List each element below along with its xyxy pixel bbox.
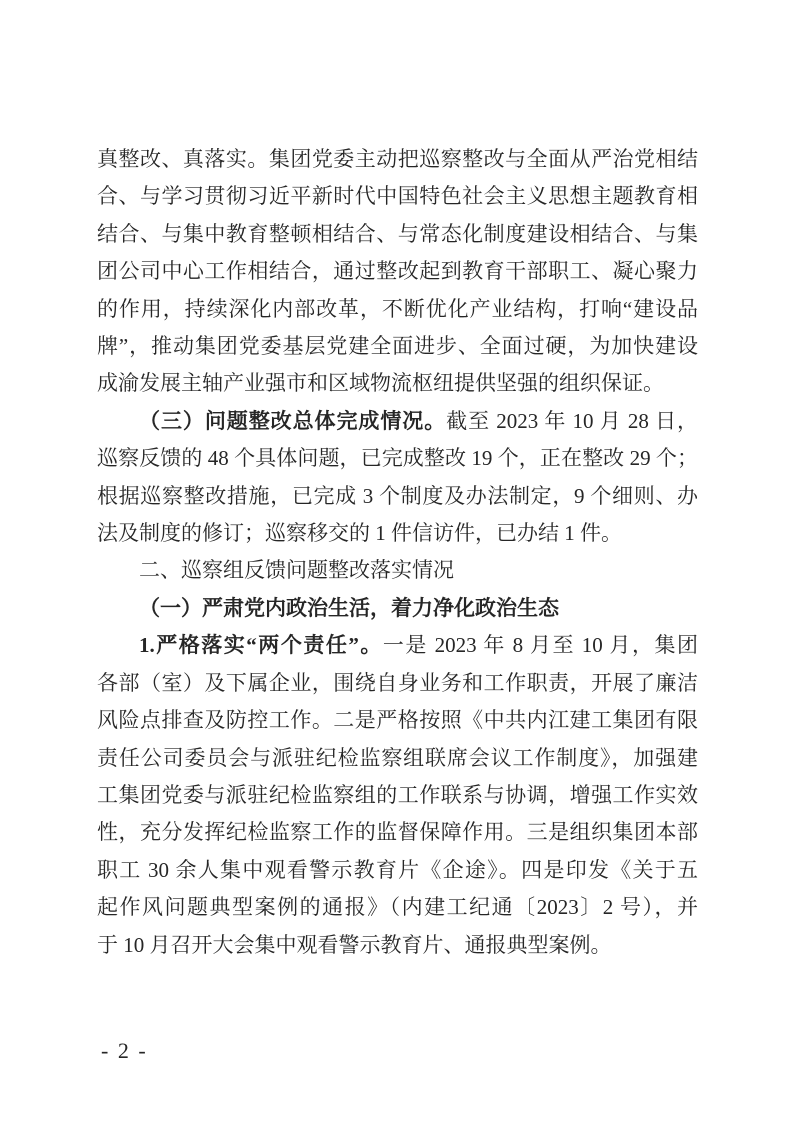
text-run: 二、巡察组反馈问题整改落实情况: [139, 558, 454, 583]
text-line: [97, 814, 698, 851]
text-run: 真整改、真落实。集团党委主动把巡察整改与全面从严治党相结: [97, 147, 698, 171]
text-run: 截至 2023 年 10 月 28 日，: [446, 408, 699, 433]
text-line: [97, 889, 698, 926]
text-run: 职工 30 余人集中观看警示教育片《企途》。四是印发《关于五: [97, 857, 698, 882]
text-run: 一是 2023 年 8 月至 10 月，集团: [382, 633, 699, 658]
text-run: 结合、与集中教育整顿相结合、与常态化制度建设相结合、与集: [97, 221, 698, 246]
text-run-bold: （三）问题整改总体完成情况。: [139, 408, 447, 433]
text-line: [97, 627, 698, 664]
text-line: [97, 590, 698, 627]
text-line: [97, 178, 698, 215]
text-run: 起作风问题典型案例的通报》（内建工纪通〔2023〕2 号），并: [97, 895, 698, 920]
text-run: 工集团党委与派驻纪检监察组的工作联系与协调，增强工作实效: [97, 782, 698, 807]
text-line: [97, 365, 698, 402]
text-line: [97, 665, 698, 702]
text-run: 成渝发展主轴产业强市和区域物流枢纽提供坚强的组织保证。: [97, 371, 664, 396]
document-body: [97, 141, 698, 964]
text-line: [97, 440, 698, 477]
text-run: 牌”，推动集团党委基层党建全面进步、全面过硬，为加快建设: [97, 334, 698, 359]
text-run: 性，充分发挥纪检监察工作的监督保障作用。三是组织集团本部: [97, 820, 698, 845]
text-run: 法及制度的修订；巡察移交的 1 件信访件，已办结 1 件。: [97, 521, 622, 546]
text-run: 各部（室）及下属企业，围绕自身业务和工作职责，开展了廉洁: [97, 670, 698, 695]
text-run: 责任公司委员会与派驻纪检监察组联席会议工作制度》，加强建: [97, 745, 698, 770]
text-line: [97, 702, 698, 739]
page-number: - 2 -: [101, 1038, 148, 1063]
text-run: 风险点排查及防控工作。二是严格按照《中共内江建工集团有限: [97, 708, 698, 733]
text-line: [97, 328, 698, 365]
text-run: 于 10 月召开大会集中观看警示教育片、通报典型案例。: [97, 932, 612, 957]
text-line: [97, 141, 698, 178]
text-line: [97, 927, 698, 964]
text-line: [97, 852, 698, 889]
text-line: [97, 403, 698, 440]
text-run-bold: （一）严肃党内政治生活，着力净化政治生态: [139, 595, 559, 620]
text-run: 合、与学习贯彻习近平新时代中国特色社会主义思想主题教育相: [97, 184, 698, 209]
text-line: [97, 478, 698, 515]
text-line: [97, 777, 698, 814]
text-line: [97, 253, 698, 290]
text-run: 团公司中心工作相结合，通过整改起到教育干部职工、凝心聚力: [97, 259, 698, 284]
text-run: 巡察反馈的 48 个具体问题，已完成整改 19 个，正在整改 29 个；: [97, 446, 698, 471]
text-run-bold: 1.严格落实“两个责任”。: [139, 633, 383, 658]
text-line: [97, 740, 698, 777]
text-run: 的作用，持续深化内部改革，不断优化产业结构，打响“建设品: [97, 296, 698, 321]
text-line: [97, 291, 698, 328]
text-line: [97, 216, 698, 253]
text-run: 根据巡察整改措施，已完成 3 个制度及办法制定，9 个细则、办: [97, 483, 698, 508]
text-line: [97, 515, 698, 552]
text-line: [97, 552, 698, 589]
